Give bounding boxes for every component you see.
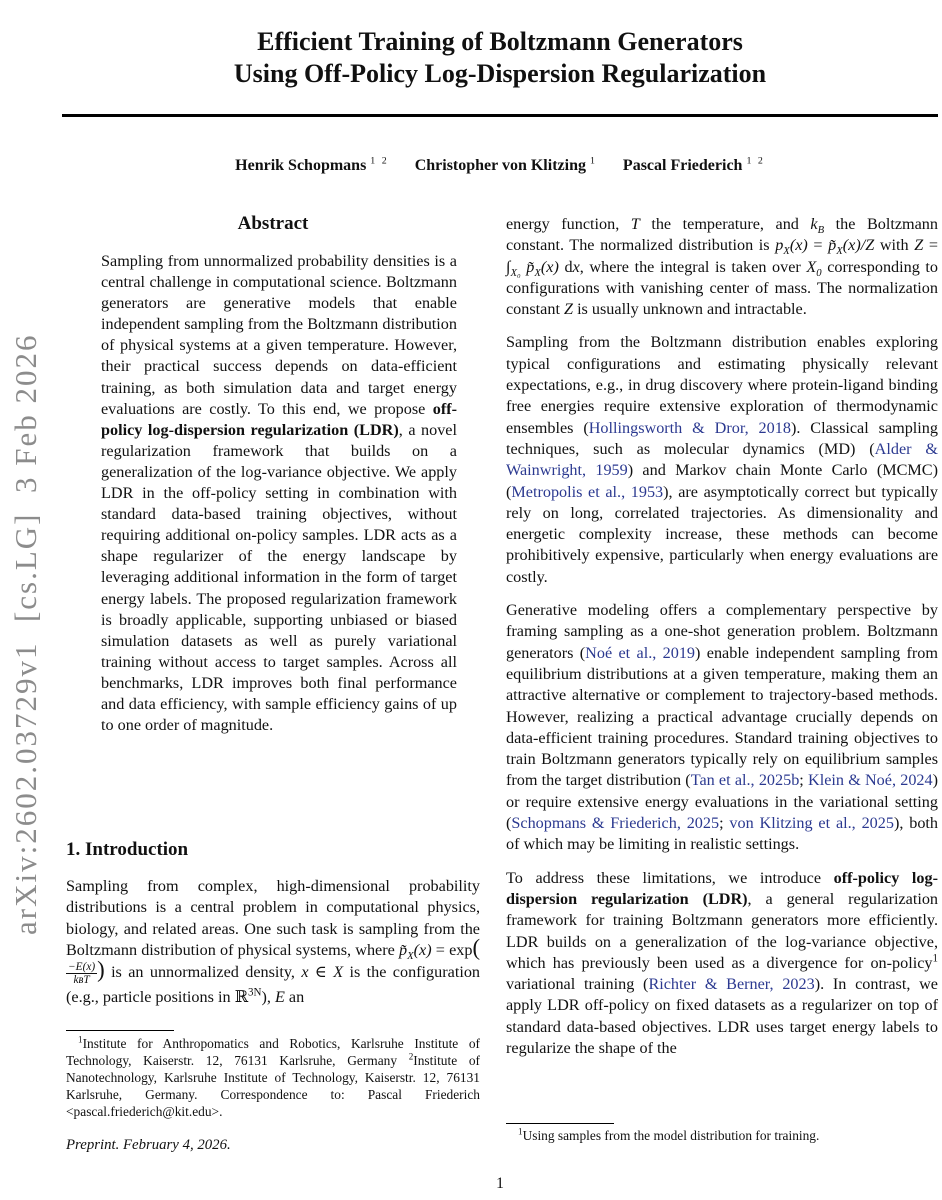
right-column bbox=[506, 214, 938, 1071]
text-segment: B bbox=[817, 224, 825, 237]
text-segment: X bbox=[836, 245, 843, 258]
text-segment: 1 bbox=[932, 952, 938, 965]
text-segment: ( bbox=[472, 934, 480, 960]
text-segment: x bbox=[572, 257, 580, 276]
text-segment: ) or require extensive energy evaluations in the variational setting ( bbox=[506, 771, 938, 833]
text-segment: 1 bbox=[78, 1034, 83, 1045]
text-segment: with bbox=[874, 236, 915, 255]
right-paragraph-1 bbox=[506, 214, 938, 320]
text-segment: (x)/Z bbox=[842, 236, 875, 255]
text-segment: Sampling from complex, high-dimensional probability distributions is a central problem in computational physics, biology, and related areas. One such task is sampling from the Boltzmann distribution of physical systems, where bbox=[66, 877, 480, 959]
citation-link[interactable]: Noé et al., 2019 bbox=[585, 643, 696, 662]
text-segment: ) bbox=[97, 957, 105, 983]
affiliation-footnote bbox=[66, 1036, 480, 1121]
text-segment: ∈ bbox=[308, 963, 334, 982]
author bbox=[235, 157, 389, 174]
abstract-heading: Abstract bbox=[237, 213, 309, 234]
author-affiliation-sup: 1 bbox=[589, 156, 597, 167]
text-segment: off-policy log-dispersion regularization (LDR) bbox=[101, 399, 457, 439]
footnote-rule-left bbox=[66, 1030, 174, 1031]
citation-link[interactable]: Metropolis et al., 1953 bbox=[511, 482, 664, 501]
text-segment: ; bbox=[719, 814, 730, 833]
text-segment: an bbox=[284, 987, 305, 1006]
author-name: Henrik Schopmans bbox=[235, 157, 367, 175]
citation-link[interactable]: Schopmans & Friederich, 2025 bbox=[511, 814, 720, 833]
text-segment: p̃ bbox=[828, 236, 837, 255]
text-segment: ) and Markov chain Monte Carlo (MCMC) ( bbox=[506, 461, 938, 501]
text-segment: Institute for Anthropomatics and Robotics, Karlsruhe Institute of Technology, Kaiserstr. 12, 76131 Karlsruhe, Germany bbox=[66, 1036, 480, 1068]
text-segment: p̃ bbox=[399, 940, 408, 959]
abstract-body bbox=[101, 251, 457, 736]
text-segment: variational training ( bbox=[506, 975, 649, 994]
introduction-paragraph bbox=[66, 876, 480, 1008]
text-segment bbox=[66, 961, 97, 987]
citation-link[interactable]: Tan et al., 2025b bbox=[690, 771, 800, 790]
paper-title-line2: Using Off-Policy Log-Dispersion Regularization bbox=[233, 59, 767, 88]
citation-link[interactable]: Klein & Noé, 2024 bbox=[808, 771, 933, 790]
text-segment: x bbox=[301, 963, 309, 982]
text-segment: the Boltzmann constant. The normalized distribution is bbox=[506, 215, 938, 255]
right-paragraph-2 bbox=[506, 332, 938, 588]
text-segment: X₀ bbox=[510, 266, 521, 279]
text-segment: X bbox=[333, 963, 344, 982]
text-segment: X bbox=[534, 266, 541, 279]
text-segment: X bbox=[806, 257, 817, 276]
paper-title-line1: Efficient Training of Boltzmann Generators bbox=[257, 27, 743, 56]
text-segment: ), bbox=[261, 987, 275, 1006]
text-segment: energy function, bbox=[506, 215, 631, 233]
text-segment: ), both of which may be limiting in realistic settings. bbox=[506, 814, 939, 854]
text-segment: ). Classical sampling techniques, such as molecular dynamics (MD) ( bbox=[506, 418, 938, 458]
text-segment: (x) bbox=[789, 236, 808, 255]
text-segment: is usually unknown and intractable. bbox=[573, 300, 807, 319]
text-segment: (x) bbox=[540, 257, 559, 276]
model-samples-footnote bbox=[506, 1128, 938, 1145]
text-segment: Generative modeling offers a complementary perspective by framing sampling as a one-shot generation problem. Boltzmann generators ( bbox=[506, 601, 938, 662]
right-paragraph-3 bbox=[506, 600, 938, 856]
text-segment: ) enable independent sampling from equilibrium distributions at a given temperature, making them an attractive alternative or complement to trajectory-based methods. However, realizing a practical advantage crucially depends on data-efficient training procedures. Standard training objectives to train Boltzmann generators typically rely on equilibrium samples from the target distribution ( bbox=[506, 643, 938, 790]
author bbox=[623, 157, 765, 174]
author-name: Christopher von Klitzing bbox=[414, 157, 586, 175]
text-segment: 2 bbox=[408, 1051, 414, 1062]
text-segment: Z bbox=[914, 236, 924, 255]
text-segment: E bbox=[274, 987, 285, 1006]
text-segment: 3N bbox=[248, 986, 262, 999]
text-segment: p bbox=[775, 236, 784, 255]
author-line bbox=[62, 156, 938, 175]
text-segment: is the configuration (e.g., particle positions in ℝ bbox=[66, 963, 481, 1006]
text-segment: X bbox=[407, 950, 414, 963]
text-segment: , a general regularization framework for training Boltzmann generators more efficiently. LDR builds on a generalization of the log-variance objective, which has previously been used as a divergence for on-policy bbox=[506, 889, 939, 972]
text-segment: = bbox=[807, 236, 829, 255]
text-segment: = ∫ bbox=[506, 236, 939, 276]
text-segment: p̃ bbox=[526, 257, 535, 276]
fraction-numerator: −E(x) bbox=[68, 961, 96, 974]
preprint-note: Preprint. February 4, 2026. bbox=[66, 1137, 231, 1153]
right-paragraph-4 bbox=[506, 868, 938, 1060]
text-segment: Z bbox=[564, 300, 574, 319]
text-segment: T bbox=[630, 215, 640, 233]
text-segment: = exp bbox=[431, 940, 473, 959]
citation-link[interactable]: Alder & Wainwright, 1959 bbox=[506, 439, 938, 480]
text-segment: 0 bbox=[816, 266, 822, 279]
text-segment: the temperature, and bbox=[639, 215, 811, 233]
text-segment: d bbox=[558, 257, 573, 276]
text-segment: ; bbox=[799, 771, 809, 790]
citation-link[interactable]: von Klitzing et al., 2025 bbox=[729, 814, 894, 833]
title-rule bbox=[62, 114, 938, 117]
text-segment: off-policy log-dispersion regularization (LDR) bbox=[506, 868, 938, 908]
text-segment: Sampling from unnormalized probability densities is a central challenge in computational science. Boltzmann generators are generative models that enable independent sampling from the Boltzmann distribution of physical systems at a given temperature. However, their practical success depends on data-efficient training, as both simulation data and target energy evaluations are costly. To this end, we propose bbox=[101, 252, 457, 418]
text-segment: Using samples from the model distribution for training. bbox=[522, 1128, 820, 1143]
section-heading-introduction: 1. Introduction bbox=[66, 839, 189, 860]
text-segment: (x) bbox=[413, 940, 432, 959]
author-name: Pascal Friederich bbox=[622, 157, 743, 175]
text-segment: , a novel regularization framework that builds on a generalization of the log-variance objective. We apply LDR in the off-policy setting in combination with standard data-based training objectives, without requiring additional on-policy samples. LDR acts as a shape regularizer of the energy landscape by leveraging additional information in the form of target energy labels. The proposed regularization framework is broadly applicable, supporting unbiased or biased simulation datasets as well as purely variational training without access to target samples. Across all benchmarks, LDR improves both final performance and data efficiency, with sample efficiency gains of up to one order of magnitude. bbox=[101, 420, 457, 735]
text-segment: To address these limitations, we introduce bbox=[506, 868, 834, 887]
author-affiliation-sup: 1 2 bbox=[370, 156, 389, 167]
text-segment: , where the integral is taken over bbox=[579, 257, 807, 276]
footnote-rule-right bbox=[506, 1123, 614, 1124]
text-segment: X bbox=[783, 245, 790, 258]
page-number: 1 bbox=[496, 1175, 504, 1192]
text-segment: ), are asymptotically correct but typically rely on long, correlated trajectories. As dimensionality and energetic complexity increase, these methods can become prohibitively expensive, particularly when energy evaluations are costly. bbox=[506, 482, 939, 586]
text-segment: k bbox=[810, 215, 818, 233]
paper-title bbox=[62, 26, 938, 90]
fraction-denominator: kʙT bbox=[73, 974, 90, 987]
author bbox=[415, 157, 597, 174]
text-segment: 1 bbox=[518, 1126, 523, 1137]
text-segment: Institute of Nanotechnology, Karlsruhe Institute of Technology, Kaiserstr. 12, 76131 Karlsruhe, Germany. Correspondence to: Pascal Friederich <pascal.friederich@kit.edu>. bbox=[66, 1052, 481, 1119]
author-affiliation-sup: 1 2 bbox=[746, 156, 765, 167]
text-segment: is an unnormalized density, bbox=[104, 963, 302, 982]
text-segment: Sampling from the Boltzmann distribution enables exploring typical configurations and estimating physically relevant expectations, e.g., in drug discovery where protein-ligand binding free energies require extensive exploration of thermodynamic ensembles ( bbox=[506, 333, 938, 437]
citation-link[interactable]: Richter & Berner, 2023 bbox=[648, 975, 815, 994]
text-segment: ). In contrast, we apply LDR off-policy on fixed datasets as a regularizer on top of standard data-based objectives. LDR uses target energy labels to regularize the shape of the bbox=[506, 975, 938, 1057]
arxiv-stamp: arXiv:2602.03729v1 [cs.LG] 3 Feb 2026 bbox=[8, 333, 43, 935]
citation-link[interactable]: Hollingsworth & Dror, 2018 bbox=[588, 418, 791, 437]
text-segment: corresponding to configurations with vanishing center of mass. The normalization constant bbox=[506, 257, 939, 319]
